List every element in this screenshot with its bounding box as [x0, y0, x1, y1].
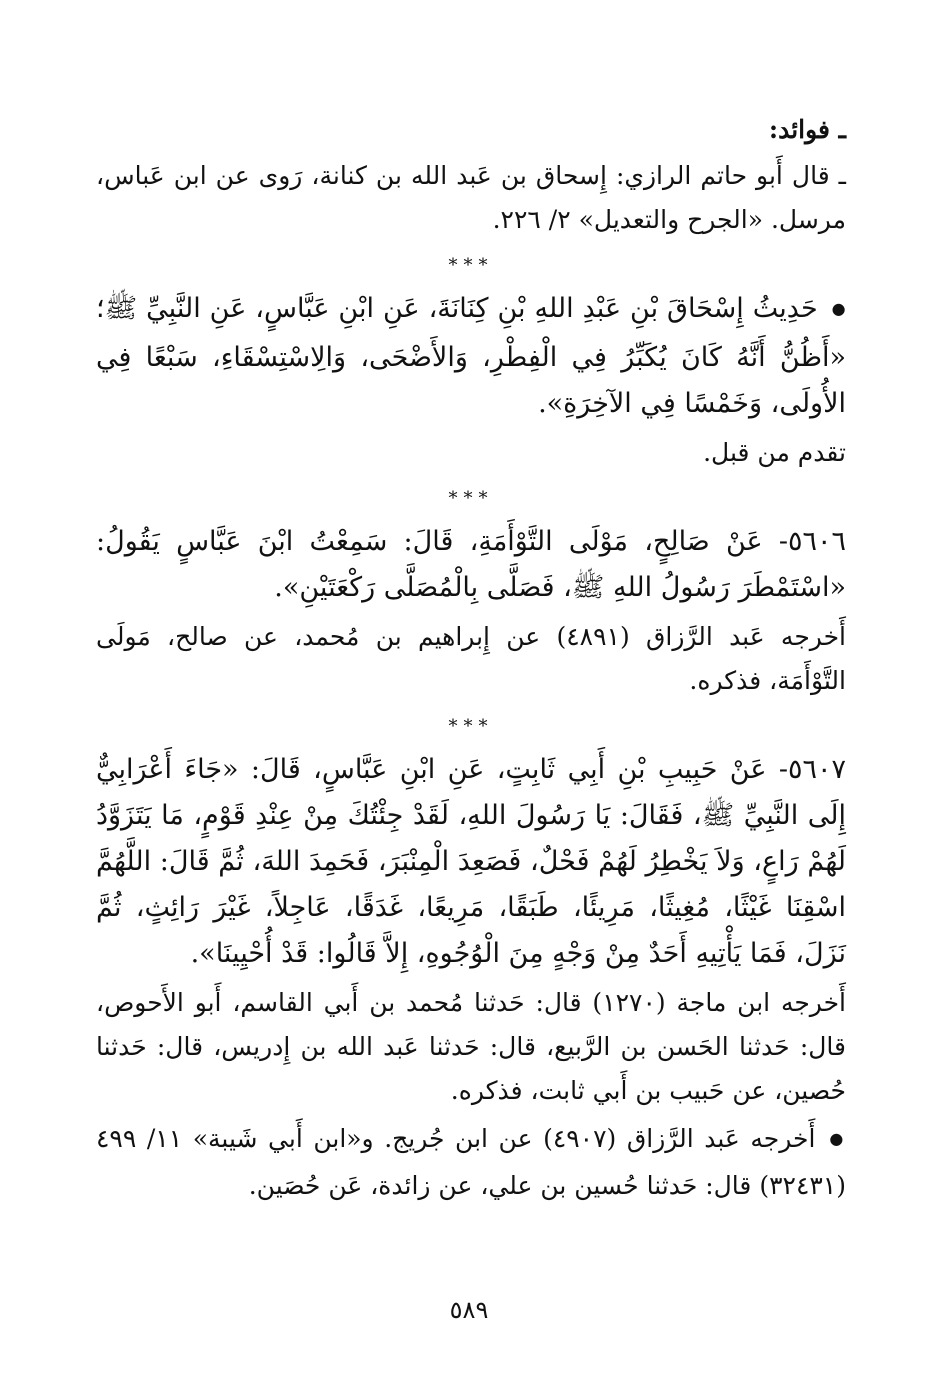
- note-paragraph: تقدم من قبل.: [703, 438, 846, 467]
- hadith-5606: ٥٦٠٦- عَنْ صَالِحٍ، مَوْلَى التَّوْأَمَةِ، قَالَ: سَمِعْتُ ابْنَ عَبَّاسٍ يَقُولُ: «اسْتَمْطَرَ رَسُولُ اللهِ ﷺ، فَصَلَّى بِالْمُصَلَّى رَكْعَتَيْنِ».: [96, 526, 846, 603]
- separator-stars: ***: [448, 716, 494, 737]
- hadith-text: ● حَدِيثُ إِسْحَاقَ بْنِ عَبْدِ اللهِ بْنِ كِنَانَةَ، عَنِ ابْنِ عَبَّاسٍ، عَنِ النَّبِيِّ ﷺ؛ «أَظُنُّ أَنَّهُ كَانَ يُكَبِّرُ فِي الْفِطْرِ، وَالأَضْحَى، وَالِاسْتِسْقَاءِ، سَبْعًا فِي الأُولَى، وَخَمْسًا فِي الآخِرَةِ».: [96, 286, 846, 427]
- separator-stars: ***: [448, 255, 494, 276]
- section-heading: ـ فوائد:: [768, 115, 846, 144]
- separator-stars: ***: [448, 488, 494, 509]
- takhrij-paragraph: ● أَخرجه عَبد الرَّزاق (٤٩٠٧) عن ابن جُريج. و«ابن أَبي شَيبة» ١١/ ٤٩٩ (٣٢٤٣١) قال: حَدثنا حُسين بن علي، عن زائدة، عَن حُصَين.: [96, 1117, 846, 1208]
- takhrij-paragraph: أَخرجه عَبد الرَّزاق (٤٨٩١) عن إِبراهيم بن مُحمد، عن صالح، مَولَى التَّوْأَمَة، فذكره.: [96, 622, 846, 695]
- takhrij-paragraph: أَخرجه ابن ماجة (١٢٧٠) قال: حَدثنا مُحمد بن أَبي القاسم، أَبو الأَحوص، قال: حَدثنا الحَسن بن الرَّبيع، قال: حَدثنا عَبد الله بن إِدريس، قال: حَدثنا حُصين، عن حَبيب بن أَبي ثابت، فذكره.: [96, 988, 846, 1105]
- note-paragraph: ـ قال أَبو حاتم الرازي: إِسحاق بن عَبد الله بن كنانة، رَوى عن ابن عَباس، مرسل. «الجرح والتعديل» ٢/ ٢٢٦.: [96, 161, 846, 234]
- page-body: [96, 108, 846, 1212]
- page-number: ٥٨٩: [449, 1296, 489, 1324]
- hadith-5607: ٥٦٠٧- عَنْ حَبِيبِ بْنِ أَبِي ثَابِتٍ، عَنِ ابْنِ عَبَّاسٍ، قَالَ: «جَاءَ أَعْرَابِيٌّ إِلَى النَّبِيِّ ﷺ، فَقَالَ: يَا رَسُولَ اللهِ، لَقَدْ جِئْتُكَ مِنْ عِنْدِ قَوْمٍ، مَا يَتَزَوَّدُ لَهُمْ رَاعٍ، وَلاَ يَخْطِرُ لَهُمْ فَحْلٌ، فَصَعِدَ الْمِنْبَرَ، فَحَمِدَ اللهَ، ثُمَّ قَالَ: اللَّهُمَّ اسْقِنَا غَيْثًا، مُغِيثًا، مَرِيئًا، طَبَقًا، مَرِيعًا، غَدَقًا، عَاجِلاً، غَيْرَ رَائِثٍ، ثُمَّ نَزَلَ، فَمَا يَأْتِيهِ أَحَدٌ مِنْ وَجْهٍ مِنَ الْوُجُوهِ، إِلاَّ قَالُوا: قَدْ أُحْيِينَا».: [96, 754, 846, 969]
